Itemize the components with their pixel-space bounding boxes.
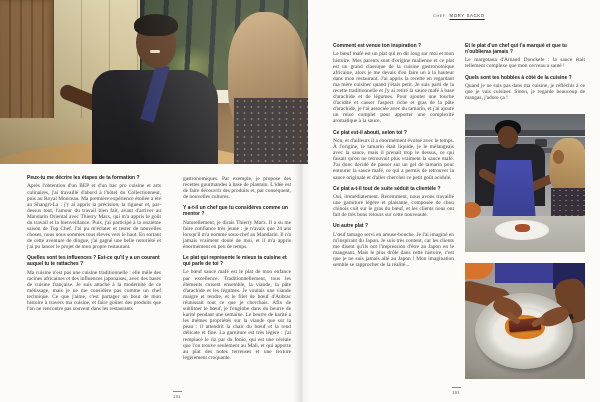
question-heading: Le plat qui représente le mieux ta cuisine et qui parle de toi ? (183, 255, 287, 268)
question-heading: Y a-t-il un chef que tu considères comme un mentor ? (183, 205, 288, 218)
plating-photo (465, 263, 585, 379)
right-page (300, 0, 600, 402)
running-head-chef-name: MORY SACKO (449, 13, 485, 18)
running-head (333, 13, 585, 18)
answer-paragraph: L'œuf tamago servi en amuse-bouche. Je l'ai imaginé en m'inspirant du Japon. Je suis très content, car les clients me disent qu'ils ont l'impression d'être au Japon en le mangeant. Mais le plus drôle dans cette histoire, c'est que je ne suis jamais allé au Japon ! Mon imagination semble se rapprocher de la réalité... (333, 231, 454, 269)
folio-rule (452, 387, 461, 388)
running-head-kicker: CHEF (433, 14, 446, 18)
interview-section (333, 44, 454, 125)
answer-paragraph: Naturellement, je dirais Thierry Marx. Il a su me faire confiance très jeune : je n'avais que 24 ans lorsqu'il m'a nommé sous-chef au Mandarin. Il n'a jamais vraiment douté de moi, et il m'a appris énormément en peu de temps. (183, 219, 292, 251)
page-number-left (163, 391, 191, 399)
spread-gutter-shadow (293, 0, 309, 402)
answer-paragraph: Non, et d'ailleurs il a énormément évolué avec le temps. À l'origine, le tamarin était liquide, je le mélangeais avec la sauce, mais il prenait trop le dessus, ce qui faisait qu'on ne retrouvait plus vraiment la sauce mafé. J'ai donc décidé de passer sur un gel de tamarin pour entourer la sauce mafé, ce qui a permis de retrouver la sauce originale et d'aller chercher ce petit goût acidulé. (333, 137, 454, 181)
interview-section (333, 187, 454, 219)
right-column-1 (333, 44, 454, 268)
question-heading: Ce plat a-t-il tout de suite séduit ta clientèle ? (333, 185, 441, 192)
folio-number: 203 (452, 389, 460, 395)
interview-section (333, 131, 454, 181)
question-heading: Peux-tu me décrire les étapes de ta formation ? (27, 175, 140, 181)
question-heading: Un autre plat ? (333, 223, 369, 230)
question-heading: Et le plat d'un chef qui t'a marqué et que tu n'oublieras jamais ? (465, 43, 567, 55)
left-column-2 (183, 176, 291, 361)
answer-paragraph: Oui, immédiatement. Récemment, nous avons travaillé une garniture légère et plaisante, composée de chou chinois cuit sur le gras du bœuf, et les clients nous ont fait de très bons retours sur cette nouveauté. (333, 194, 454, 219)
light-overlay (0, 0, 308, 164)
interview-section (183, 256, 291, 361)
answer-continuation: gastronomiques. Par exemple, je propose des recettes gourmandes à base de plantain. L'idée est de faire découvrir des produits et, par conséquent, de nouvelles cultures. (183, 176, 291, 201)
answer-paragraph: Le bœuf sauce mafé est le plat de mon enfance par excellence. Traditionnellement, tous les éléments cuisent ensemble, la viande, la pâte d'arachide et les légumes. Je voulais une viande maigre et tendre, et le filet de bœuf d'Aubrac réunissait tout ce que je cherchais. Afin de sublimer le bœuf, je l'englobe dans du beurre de karité pendant une semaine. Le beurre de karité a les mêmes propriétés sur la viande que sur la peau : il attendrit la chair du bœuf et la rend délicate et fine. La garniture est très légère : j'ai remplacé le riz par du fonio, qui est une céréale que l'on trouve seulement au Mali, et qui apporte au plat des notes terreuses et une texture légèrement croquante. (183, 269, 291, 361)
answer-paragraph: Quand je ne suis pas dans ma cuisine, je réfléchis à ce que je vais cuisiner. Sinon, je regarde beaucoup de mangas, j'adore ça ! (465, 82, 585, 102)
interview-section (183, 206, 291, 250)
interview-section (465, 76, 585, 102)
interview-photo (0, 0, 308, 164)
folio-number: 202 (173, 393, 181, 399)
question-heading: Quelles sont tes influences ? Est-ce qu'il y a un courant auquel tu te rattaches ? (27, 255, 160, 268)
question-heading: Ce plat est-il abouti, selon toi ? (333, 129, 407, 136)
folio-rule (173, 391, 182, 392)
interview-section (27, 176, 161, 250)
page-number-right (442, 387, 470, 395)
chef-head (498, 126, 518, 148)
interview-section (27, 256, 161, 312)
answer-paragraph: Le margotana d'Arnaud Donckele : la sauce était tellement complexe que mon cerveau a sauté ! (465, 57, 585, 70)
left-column-1 (27, 176, 161, 312)
answer-paragraph: Après l'obtention d'un BEP et d'un bac pro cuisine et arts culinaires, j'ai travaillé d'abord à l'hôtel du Collectionneur, puis au Royal Monceau. Ma première expérience étoilée a été au Shangri-La : j'y ai appris la précision, la rigueur et, par-dessus tout, l'amour du travail bien fait, avant d'arriver au Mandarin Oriental avec Thierry Marx, qui m'a appris le goût du travail et la bienveillance. Puis, j'ai participé à la onzième saison de Top Chef. J'ai pu m'éclater et tester de nouvelles choses, nous nous sommes tous élevés vers le haut. En sortant de cette aventure de dingue, j'ai gagné une belle notoriété et j'ai pu lancer le projet de mon propre restaurant. (27, 183, 161, 251)
right-column-2 (465, 44, 585, 101)
interview-section (333, 224, 454, 268)
kitchen-photo (465, 114, 585, 252)
question-heading: Quels sont tes hobbies à côté de la cuisine ? (465, 74, 572, 81)
interview-section (465, 44, 585, 70)
observer-face (553, 150, 564, 164)
answer-paragraph: Le bœuf mafé est un plat qui en dit long sur moi et mon histoire. Mes parents sont d'origine malienne et ce plat est un grand classique de la cuisine gastronomique africaine, alors je me devais d'en faire un à la hauteur dans mon restaurant. J'ai appris la recette en regardant ma mère cuisiner quand j'étais petit. Je suis parti de la recette traditionnelle et j'y ai retiré la sauce mafé à base d'arachide et de légumes. Pour ajouter une touche d'acidité et casser l'aspect riche et gras de la pâte d'arachide, je l'ai associée avec du tamarin, et j'ai ajouté un miso complet pour apporter une complexité aromatique à la sauce. (333, 51, 454, 125)
question-heading: Comment est venue ton inspiration ? (333, 43, 422, 49)
copper-pan (465, 263, 493, 279)
plated-food (515, 224, 530, 232)
steel-shelf (465, 130, 585, 136)
answer-paragraph: Ma cuisine n'est pas une cuisine traditionnelle : elle mêle des racines africaines et des influences japonaises, avec des bases de cuisine française. Je suis attaché à la modernité de ce métissage, mais je ne me considère pas comme un chef technique. Ce que j'aime, c'est partager un bout de mon histoire à travers ma cuisine, et faire goûter des produits que l'on ne rencontre pas souvent dans les restaurants (27, 269, 161, 313)
